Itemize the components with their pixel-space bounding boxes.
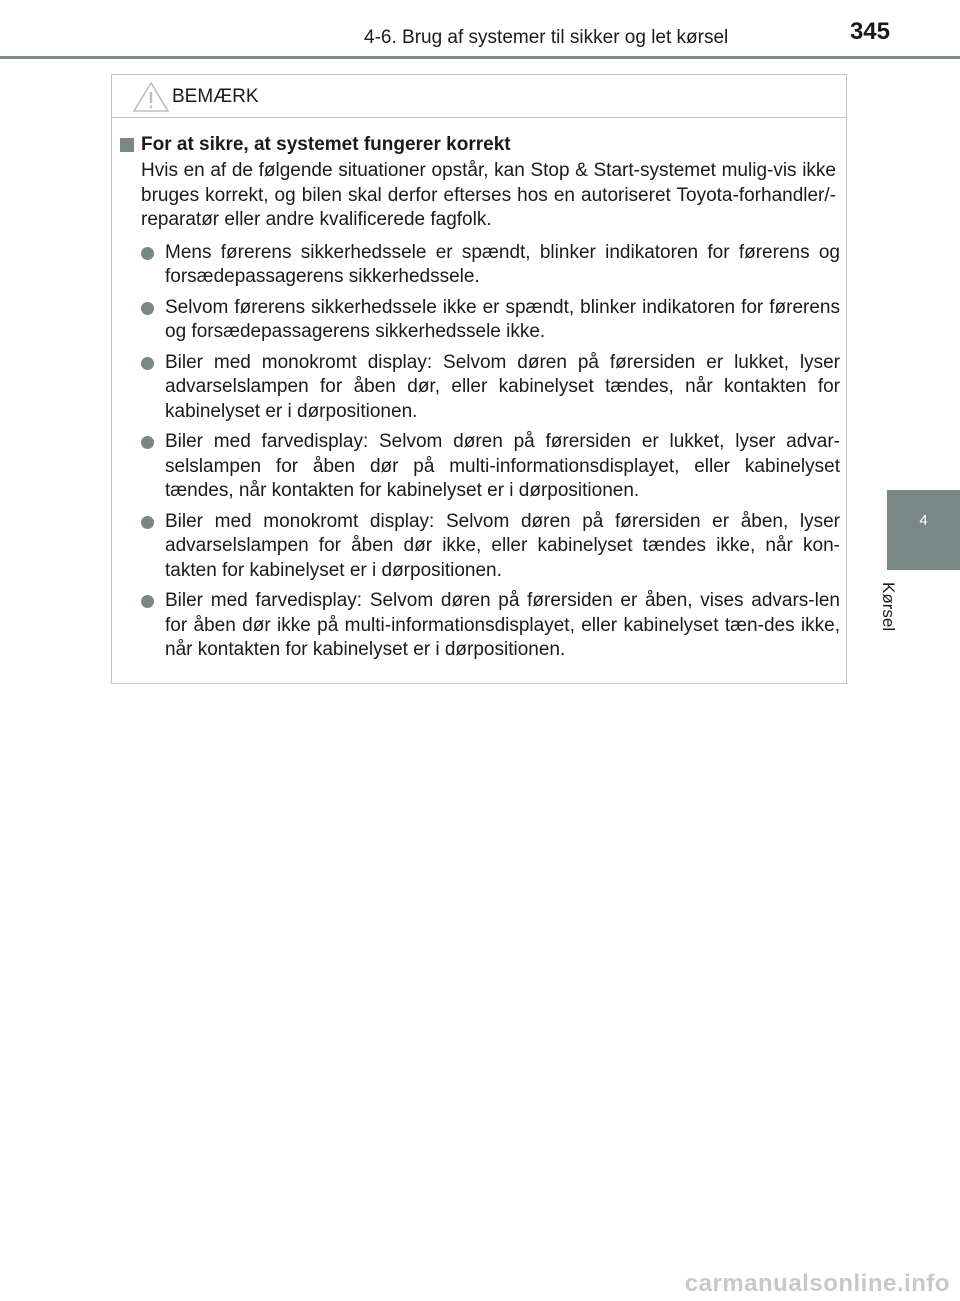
watermark: carmanualsonline.info — [684, 1270, 950, 1297]
warning-triangle-icon — [132, 81, 170, 113]
list-item — [120, 589, 840, 663]
page-number: 345 — [849, 18, 890, 45]
list-item-text: Selvom førerens sikkerhedssele ikke er spændt, blinker indikatoren for førerens og forsædepassagerens sikkerhedssele ikke. — [165, 296, 840, 342]
notice-box — [111, 74, 847, 684]
list-item — [120, 296, 840, 345]
list-item — [120, 241, 840, 290]
list-item-text: Biler med monokromt display: Selvom døren på førersiden er lukket, lyser advarselslampen for åben dør, eller kabinelyset tændes, når kontakten for kabinelyset er i dørpositionen. — [165, 351, 840, 422]
notice-title: BEMÆRK — [172, 86, 259, 107]
chapter-tab-number: 4 — [919, 512, 928, 529]
round-bullet-icon — [141, 247, 154, 260]
round-bullet-icon — [141, 595, 154, 608]
topic-heading-text: For at sikre, at systemet fungerer korrekt — [141, 134, 511, 155]
chapter-tab-label — [879, 582, 920, 642]
list-item — [120, 510, 840, 584]
notice-header — [112, 75, 846, 118]
topic-body: Hvis en af de følgende situationer opstår, kan Stop & Start-systemet mulig-vis ikke bruges korrekt, og bilen skal derfor efterses hos en autoriseret Toyota-forhandler/-reparatør eller andre kvalificerede fagfolk. — [141, 160, 836, 230]
list-item-text: Biler med monokromt display: Selvom døren på førersiden er åben, lyser advarselslampen for åben dør ikke, eller kabinelyset tændes ikke, når kon-takten for kabinelyset er i dørpositionen. — [165, 510, 840, 581]
chapter-tab[interactable] — [887, 490, 960, 570]
round-bullet-icon — [141, 357, 154, 370]
list-item-text: Mens førerens sikkerhedssele er spændt, blinker indikatoren for førerens og forsædepassagerens sikkerhedssele. — [165, 241, 840, 287]
list-item — [120, 430, 840, 504]
round-bullet-icon — [141, 436, 154, 449]
page-header — [0, 0, 960, 60]
list-item-text: Biler med farvedisplay: Selvom døren på førersiden er lukket, lyser advar-selslampen for åben dør på multi-informationsdisplayet, eller kabinelyset tændes, når kontakten for kabinelyset er i dørpositionen. — [165, 431, 840, 501]
notice-topic — [120, 133, 840, 669]
bullet-list — [120, 241, 840, 663]
square-bullet-icon — [120, 138, 134, 152]
topic-heading — [120, 133, 840, 157]
chapter-tab-label-text: Kørsel — [879, 582, 898, 632]
section-title: 4-6. Brug af systemer til sikker og let kørsel — [364, 27, 729, 48]
list-item-text: Biler med farvedisplay: Selvom døren på førersiden er åben, vises advars-len for åben dør ikke på multi-informationsdisplayet, eller kabinelyset tæn-des ikke, når kontakten for kabinelyset er i dørpositionen. — [165, 590, 840, 660]
list-item — [120, 351, 840, 425]
round-bullet-icon — [141, 516, 154, 529]
round-bullet-icon — [141, 302, 154, 315]
header-rule — [0, 56, 960, 59]
